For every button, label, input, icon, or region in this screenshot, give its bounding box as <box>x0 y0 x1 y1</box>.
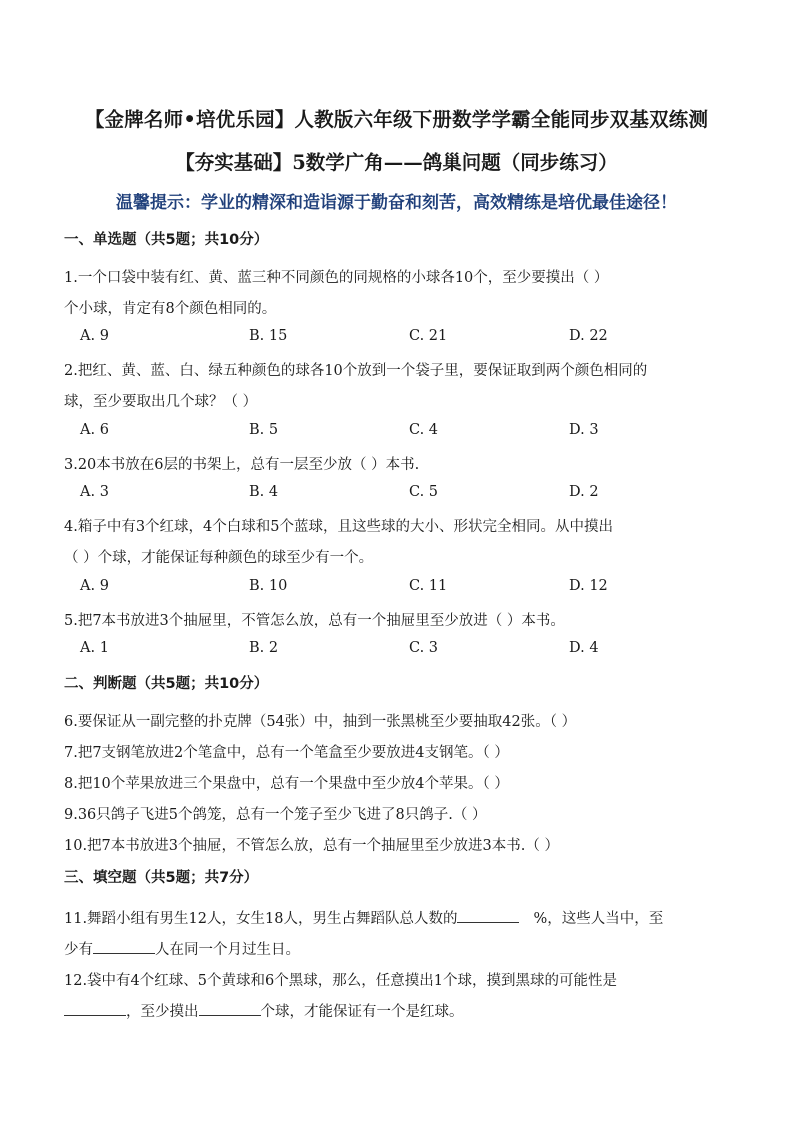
option-b[interactable]: B. 15 <box>249 328 288 344</box>
tip-banner: 温馨提示：学业的精深和造诣源于勤奋和刻苦，高效精练是培优最佳途径！ <box>116 193 677 213</box>
question-4-line-1: 4.箱子中有3个红球，4个白球和5个蓝球，且这些球的大小、形状完全相同。从中摸出 <box>64 519 614 535</box>
option-b[interactable]: B. 10 <box>249 578 288 594</box>
question-11-text-c: 少有 <box>64 942 93 958</box>
section-heading-fill-blank: 三、填空题（共5题；共7分） <box>64 870 259 886</box>
option-d[interactable]: D. 3 <box>569 422 599 438</box>
option-a[interactable]: A. 9 <box>80 328 109 344</box>
question-11-line-1 <box>64 907 663 928</box>
question-11-text-a: 11.舞蹈小组有男生12人，女生18人，男生占舞蹈队总人数的 <box>64 911 458 927</box>
option-d[interactable]: D. 22 <box>569 328 608 344</box>
option-b[interactable]: B. 4 <box>249 484 279 500</box>
option-d[interactable]: D. 12 <box>569 578 608 594</box>
option-c[interactable]: C. 4 <box>409 422 439 438</box>
option-c[interactable]: C. 21 <box>409 328 448 344</box>
question-1-line-2: 个小球，肯定有8个颜色相同的。 <box>64 301 277 317</box>
question-12-line-2 <box>64 1000 464 1021</box>
question-11-line-2 <box>64 938 300 959</box>
option-c[interactable]: C. 5 <box>409 484 439 500</box>
answer-blank[interactable] <box>93 939 155 954</box>
question-2-line-1: 2.把红、黄、蓝、白、绿五种颜色的球各10个放到一个袋子里，要保证取到两个颜色相同的 <box>64 363 648 379</box>
question-12-text-c: 个球，才能保证有一个是红球。 <box>260 1004 464 1020</box>
question-12-text-b: ，至少摸出 <box>126 1004 199 1020</box>
option-a[interactable]: A. 3 <box>80 484 109 500</box>
question-11-text-b: %，这些人当中，至 <box>533 911 664 927</box>
question-8: 8.把10个苹果放进三个果盘中，总有一个果盘中至少放4个苹果。（ ） <box>64 776 509 792</box>
question-2-line-2: 球，至少要取出几个球？（ ） <box>64 394 258 410</box>
option-c[interactable]: C. 3 <box>409 640 439 656</box>
document-title: 【金牌名师•培优乐园】人教版六年级下册数学学霸全能同步双基双练测 <box>84 108 709 131</box>
question-7: 7.把7支钢笔放进2个笔盒中，总有一个笔盒至少要放进4支钢笔。（ ） <box>64 745 509 761</box>
question-9: 9.36只鸽子飞进5个鸽笼，总有一个笼子至少飞进了8只鸽子.（ ） <box>64 807 487 823</box>
question-5-line-1: 5.把7本书放进3个抽屉里，不管怎么放，总有一个抽屉里至少放进（ ）本书。 <box>64 613 565 629</box>
section-heading-true-false: 二、判断题（共5题；共10分） <box>64 676 269 692</box>
question-11-text-d: 人在同一个月过生日。 <box>155 942 300 958</box>
answer-blank[interactable] <box>199 1001 261 1016</box>
question-4-line-2: （ ）个球，才能保证每种颜色的球至少有一个。 <box>64 550 374 566</box>
question-6: 6.要保证从一副完整的扑克牌（54张）中，抽到一张黑桃至少要抽取42张。（ ） <box>64 714 577 730</box>
document-subtitle: 【夯实基础】5数学广角——鸽巢问题（同步练习） <box>175 151 618 174</box>
option-d[interactable]: D. 4 <box>569 640 599 656</box>
question-10: 10.把7本书放进3个抽屉，不管怎么放，总有一个抽屉里至少放进3本书.（ ） <box>64 838 559 854</box>
question-1-line-1: 1.一个口袋中装有红、黄、蓝三种不同颜色的同规格的小球各10个，至少要摸出（ ） <box>64 270 609 286</box>
option-a[interactable]: A. 1 <box>80 640 109 656</box>
question-3-line-1: 3.20本书放在6层的书架上，总有一层至少放（ ）本书. <box>64 457 420 473</box>
option-a[interactable]: A. 9 <box>80 578 109 594</box>
answer-blank[interactable] <box>64 1001 126 1016</box>
answer-blank[interactable] <box>457 908 519 923</box>
option-d[interactable]: D. 2 <box>569 484 599 500</box>
question-12-line-1: 12.袋中有4个红球、5个黄球和6个黑球，那么，任意摸出1个球，摸到黑球的可能性是 <box>64 973 617 989</box>
option-a[interactable]: A. 6 <box>80 422 109 438</box>
option-c[interactable]: C. 11 <box>409 578 448 594</box>
option-b[interactable]: B. 5 <box>249 422 279 438</box>
section-heading-single-choice: 一、单选题（共5题；共10分） <box>64 232 269 248</box>
option-b[interactable]: B. 2 <box>249 640 279 656</box>
